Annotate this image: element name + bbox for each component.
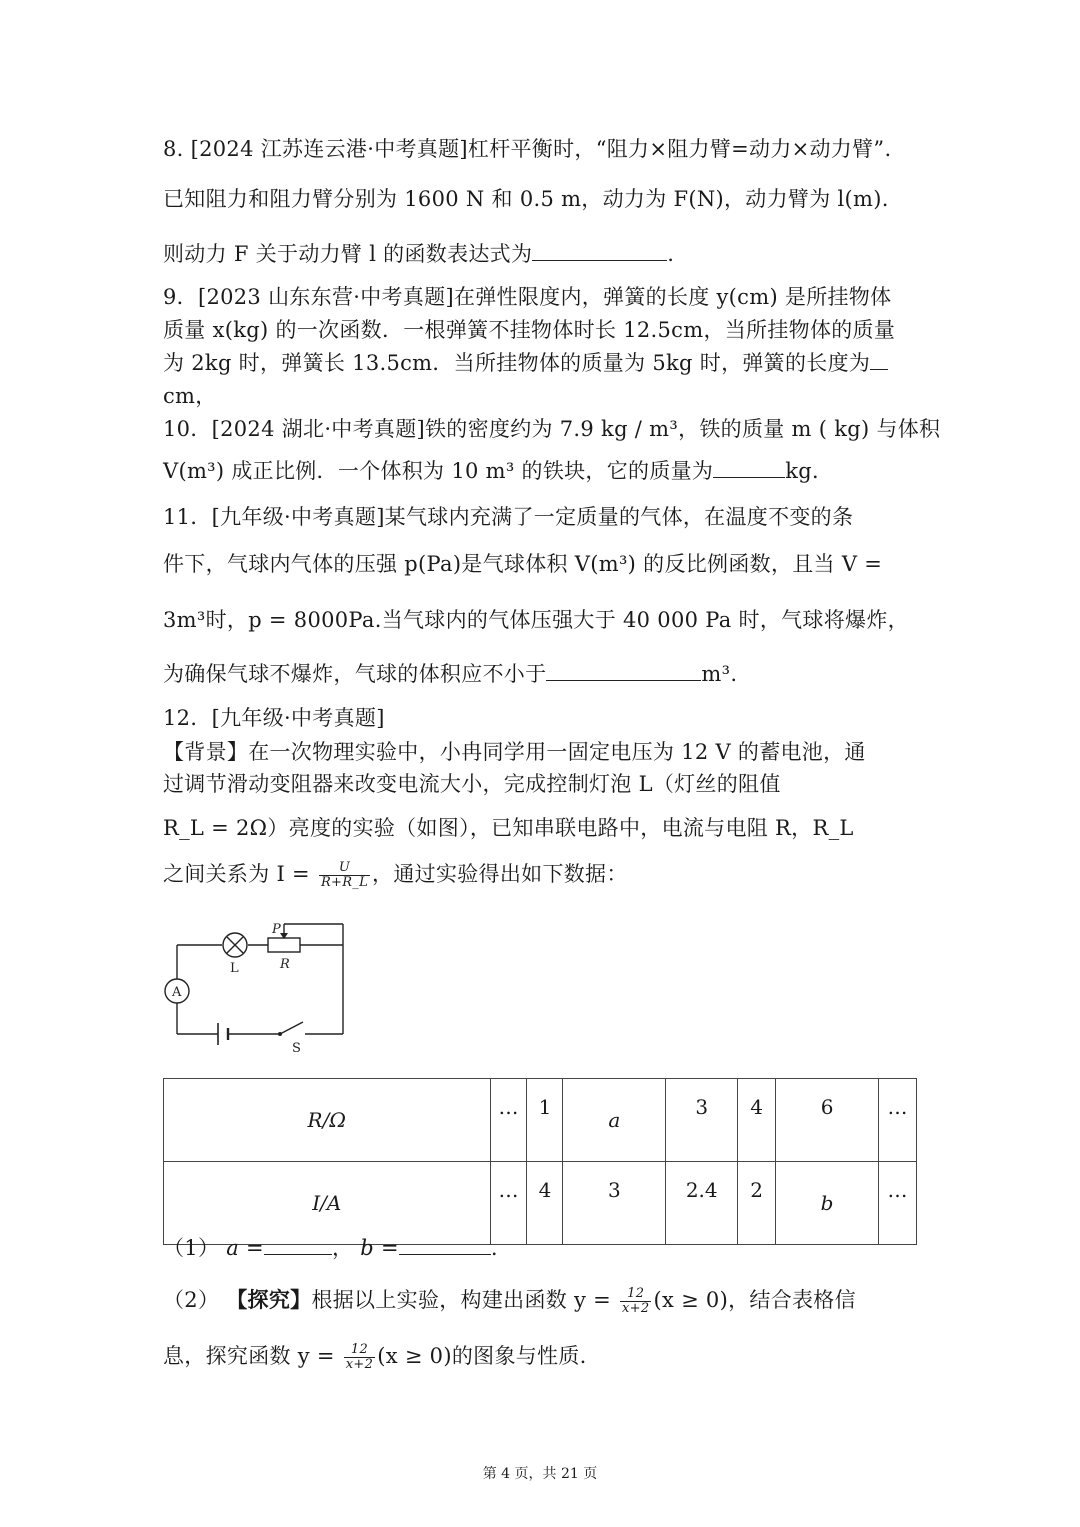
fraction-numerator: U bbox=[319, 861, 370, 876]
label-p: P bbox=[272, 922, 281, 937]
q11-line-4-text: 为确保气球不爆炸，气球的体积应不小于 bbox=[163, 662, 547, 686]
function-fraction-2 bbox=[344, 1343, 375, 1372]
circuit-diagram bbox=[160, 918, 360, 1058]
q10-line-2-end: kg． bbox=[785, 459, 834, 483]
q12-sub-1 bbox=[163, 1232, 498, 1262]
sub2-number: （2） bbox=[163, 1288, 220, 1312]
q9-answer-blank[interactable] bbox=[870, 349, 888, 370]
slider-arrow bbox=[280, 924, 288, 939]
sub2-condition: (x ≥ 0)，结合表格信 bbox=[653, 1288, 856, 1312]
answer-blank-a[interactable] bbox=[264, 1234, 332, 1255]
label-a: A bbox=[172, 985, 182, 1000]
q11-line-4-end: m³. bbox=[701, 662, 738, 686]
q12-formula-suffix: ，通过实验得出如下数据： bbox=[372, 862, 628, 886]
q12-background-line-4 bbox=[163, 858, 628, 890]
row-label-current: I/A bbox=[164, 1162, 491, 1245]
q12-formula-prefix: 之间关系为 I = bbox=[163, 862, 310, 886]
switch-symbol bbox=[278, 1022, 303, 1036]
q8-line-3 bbox=[163, 238, 674, 268]
q12-heading: 12．[九年级·中考真题] bbox=[163, 706, 385, 730]
label-r: R bbox=[280, 957, 290, 972]
q10-line-2-text: V(m³) 成正比例．一个体积为 10 m³ 的铁块，它的质量为 bbox=[163, 459, 714, 483]
q8-line-3-text: 则动力 F 关于动力臂 l 的函数表达式为 bbox=[163, 242, 533, 266]
q11-line-1: 11．[九年级·中考真题]某气球内充满了一定质量的气体，在温度不变的条 bbox=[163, 505, 854, 529]
table-cell: … bbox=[878, 1079, 916, 1162]
table-cell: a bbox=[563, 1079, 666, 1162]
row-label-resistance: R/Ω bbox=[164, 1079, 491, 1162]
sub1-number: （1） bbox=[163, 1236, 220, 1260]
table-cell: b bbox=[776, 1162, 879, 1245]
lamp-symbol bbox=[223, 933, 247, 957]
q12-background-line-2: 过调节滑动变阻器来改变电流大小，完成控制灯泡 L（灯丝的阻值 bbox=[163, 772, 781, 796]
label-l: L bbox=[230, 961, 239, 976]
function-denominator: x+2 bbox=[622, 1301, 650, 1316]
table-row-resistance bbox=[164, 1079, 917, 1162]
q9-line-1: 9．[2023 山东东营·中考真题]在弹性限度内，弹簧的长度 y(cm) 是所挂物体 bbox=[163, 285, 892, 309]
q11-answer-blank[interactable] bbox=[546, 660, 701, 681]
table-cell: 2 bbox=[738, 1162, 776, 1245]
function-numerator-2: 12 bbox=[344, 1343, 375, 1358]
q10-answer-blank[interactable] bbox=[713, 457, 785, 478]
sub1-separator: ， bbox=[331, 1236, 354, 1260]
table-cell: 4 bbox=[527, 1162, 563, 1245]
fraction-denominator: R+R_L bbox=[320, 875, 369, 890]
q8-line-3-end: . bbox=[667, 242, 675, 266]
q10-line-2 bbox=[163, 455, 833, 485]
table-cell: … bbox=[490, 1162, 527, 1245]
table-cell: 1 bbox=[527, 1079, 563, 1162]
q9-line-3-text: 为 2kg 时，弹簧长 13.5cm．当所挂物体的质量为 5kg 时，弹簧的长度为 bbox=[163, 351, 871, 375]
q10-line-1: 10．[2024 湖北·中考真题]铁的密度约为 7.9 kg / m³，铁的质量 m ( kg) 与体积 bbox=[163, 417, 941, 441]
q9-line-4: cm， bbox=[163, 384, 217, 408]
sub1-end: . bbox=[490, 1236, 498, 1260]
function-fraction bbox=[620, 1287, 651, 1316]
q11-line-2: 件下，气球内气体的压强 p(Pa)是气球体积 V(m³) 的反比例函数，且当 V = bbox=[163, 552, 883, 576]
sub2-line-2-text: 息，探究函数 y = bbox=[163, 1344, 335, 1368]
table-cell: 2.4 bbox=[666, 1162, 738, 1245]
function-denominator-2: x+2 bbox=[345, 1357, 374, 1372]
q12-sub-2-line-2 bbox=[163, 1340, 587, 1372]
table-cell: 4 bbox=[738, 1079, 776, 1162]
answer-blank-b[interactable] bbox=[399, 1234, 491, 1255]
sub1-b-label: b = bbox=[360, 1236, 399, 1260]
experiment-data-table bbox=[163, 1078, 917, 1245]
battery-symbol bbox=[218, 1023, 228, 1045]
table-cell: 3 bbox=[563, 1162, 666, 1245]
table-cell: 6 bbox=[776, 1079, 879, 1162]
current-formula-fraction bbox=[319, 861, 370, 890]
function-numerator: 12 bbox=[620, 1287, 651, 1302]
q12-background-line-3: R_L = 2Ω）亮度的实验（如图），已知串联电路中，电流与电阻 R，R_L bbox=[163, 816, 854, 840]
q8-line-2: 已知阻力和阻力臂分别为 1600 N 和 0.5 m，动力为 F(N)，动力臂为 l(m). bbox=[163, 187, 889, 211]
table-cell: 3 bbox=[666, 1079, 738, 1162]
q8-line-1: 8. [2024 江苏连云港·中考真题]杠杆平衡时，“阻力×阻力臂=动力×动力臂”. bbox=[163, 137, 892, 161]
q12-sub-2-line-1 bbox=[163, 1284, 856, 1316]
q11-line-3: 3m³时，p = 8000Pa.当气球内的气体压强大于 40 000 Pa 时，气球将爆炸， bbox=[163, 608, 909, 632]
sub2-line-2-condition: (x ≥ 0)的图象与性质. bbox=[377, 1344, 587, 1368]
rheostat-symbol bbox=[268, 938, 300, 952]
q8-answer-blank[interactable] bbox=[532, 240, 667, 261]
q9-line-3 bbox=[163, 347, 888, 377]
page-footer: 第 4 页，共 21 页 bbox=[482, 1466, 598, 1482]
sub2-text: 根据以上实验，构建出函数 y = bbox=[311, 1288, 612, 1312]
table-cell: … bbox=[490, 1079, 527, 1162]
label-s: S bbox=[292, 1041, 301, 1056]
q12-background-line-1: 【背景】在一次物理实验中，小冉同学用一固定电压为 12 V 的蓄电池，通 bbox=[163, 740, 866, 764]
q11-line-4 bbox=[163, 658, 737, 688]
sub1-a-label: a = bbox=[226, 1236, 264, 1260]
sub2-explore-label: 【探究】 bbox=[226, 1287, 312, 1312]
table-cell: … bbox=[878, 1162, 916, 1245]
q9-line-2: 质量 x(kg) 的一次函数．一根弹簧不挂物体时长 12.5cm，当所挂物体的质量 bbox=[163, 318, 896, 342]
